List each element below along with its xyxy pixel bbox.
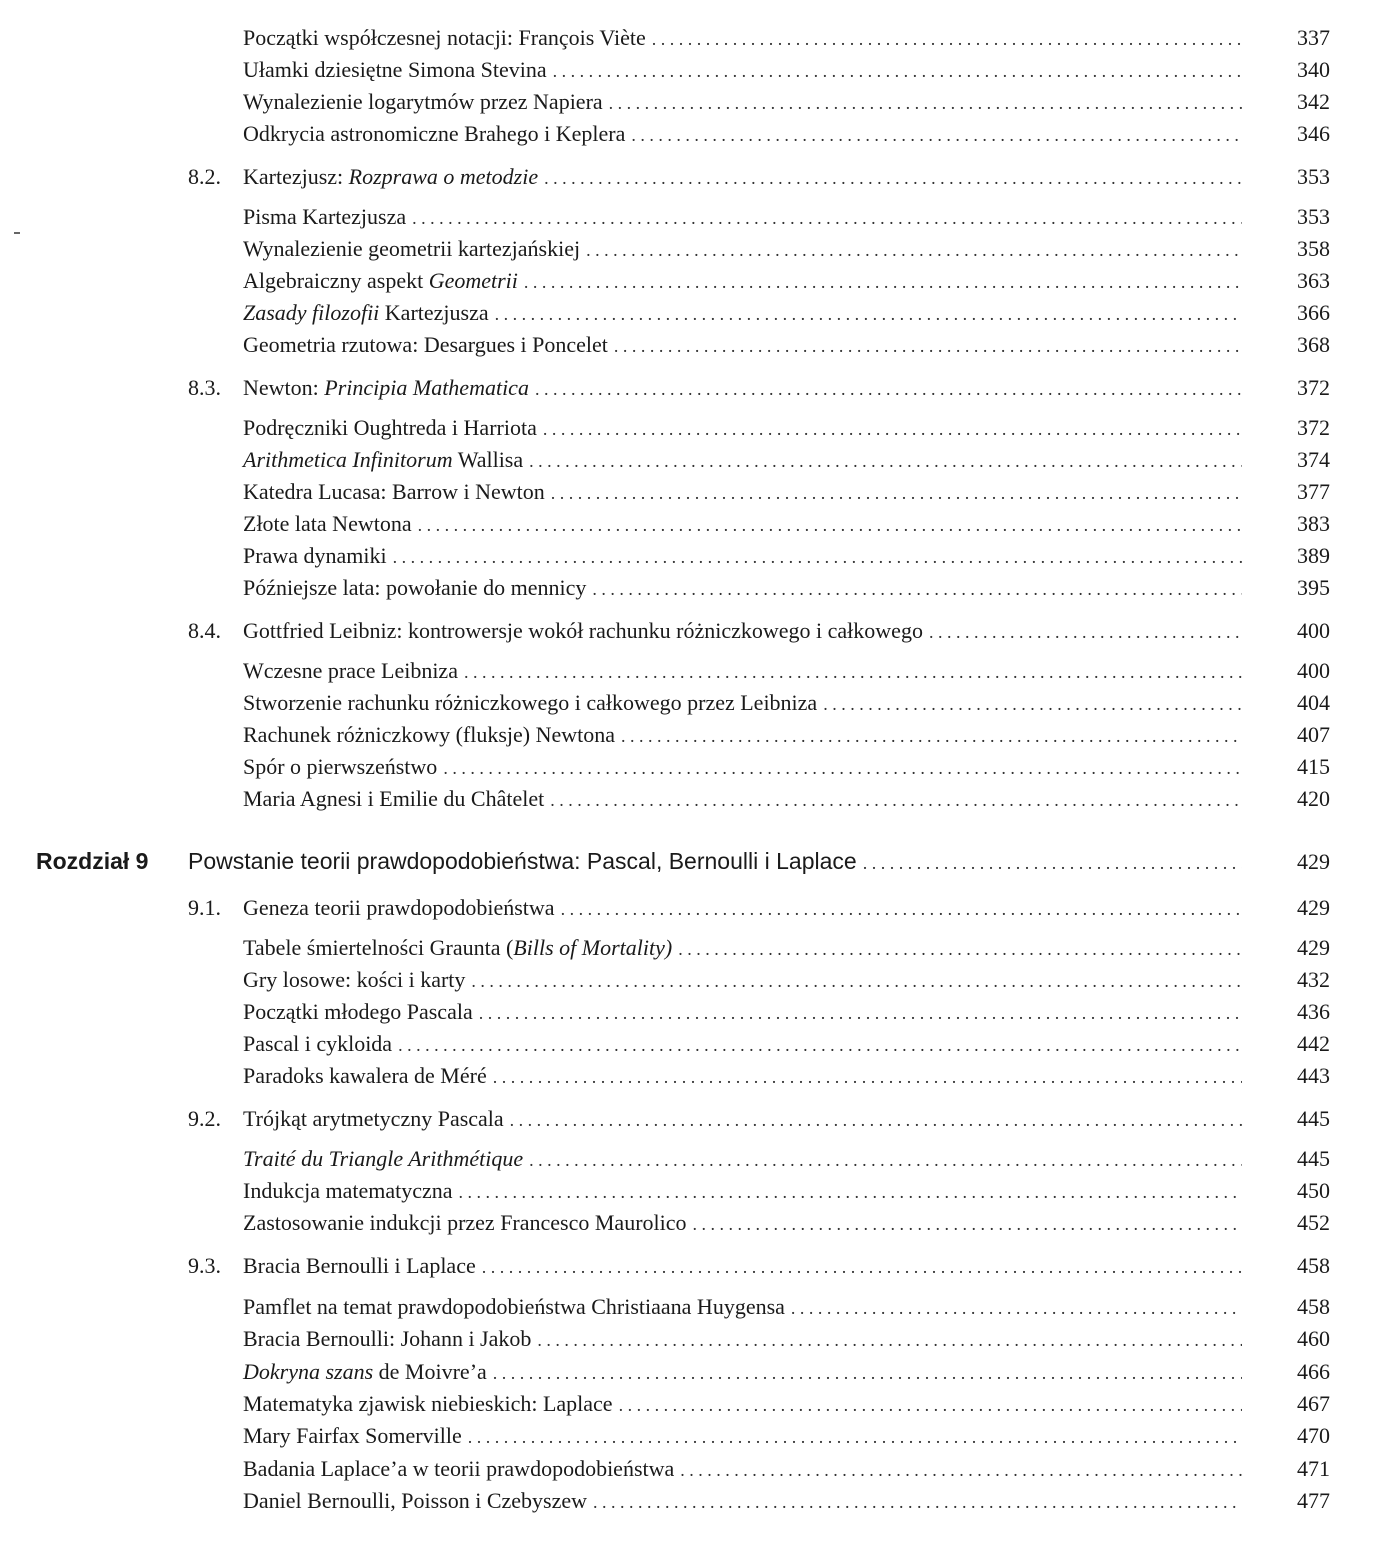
page-number: 363 [1297,268,1330,293]
dot-leader [621,720,1242,752]
dot-leader [551,477,1242,509]
toc-section-row [0,615,1400,647]
page-number: 404 [1297,690,1330,715]
entry-title [243,372,529,404]
dot-leader [561,893,1242,925]
toc-entry-row [0,1453,1400,1485]
entry-title-text: Pisma Kartezjusza [243,204,407,229]
entry-title [243,412,537,444]
toc-entry [243,297,1330,330]
entry-title-text: Początki współczesnej notacji: François Viète [243,25,646,50]
dot-leader [443,752,1242,784]
toc-entry-row [0,1356,1400,1388]
toc-entry [243,1028,1330,1061]
toc-entry [243,964,1330,997]
toc-entry [243,233,1330,266]
toc-entry [243,615,1330,648]
dot-leader [614,330,1242,362]
toc-section-row [0,892,1400,924]
entry-title-text: Ułamki dziesiętne Simona Stevina [243,57,547,82]
page-number: 374 [1297,447,1330,472]
entry-title [243,161,538,193]
toc-entry [243,1291,1330,1324]
dot-leader [652,23,1242,55]
toc-entry [243,1143,1330,1176]
entry-title [243,719,615,751]
dot-leader [693,1208,1242,1240]
page-number: 458 [1297,1253,1330,1278]
toc-entry-row [0,719,1400,751]
dot-leader [412,202,1242,234]
page-number: 470 [1297,1423,1330,1448]
toc-entry-row [0,329,1400,361]
page-number: 452 [1297,1210,1330,1235]
dot-leader [418,509,1242,541]
entry-title-text: Kartezjusz: [243,164,349,189]
toc-entry [243,54,1330,87]
dot-leader [678,933,1242,965]
toc-entry [243,1485,1330,1518]
dot-leader [586,234,1242,266]
page-number: 445 [1297,1106,1330,1131]
page-number: 366 [1297,300,1330,325]
dot-leader [529,445,1242,477]
toc-entry [243,655,1330,688]
entry-title [243,1143,523,1175]
toc-section-row [0,1103,1400,1135]
entry-title [243,996,473,1028]
toc-entry-row [0,86,1400,118]
page-number: 429 [1297,935,1330,960]
entry-title-text: Wynalezienie geometrii kartezjańskiej [243,236,581,261]
entry-title [243,1207,687,1239]
page-number: 466 [1297,1359,1330,1384]
dot-leader [482,1251,1242,1283]
entry-title-text: Prawa dynamiki [243,543,387,568]
toc-entry-row [0,751,1400,783]
entry-title [243,751,437,783]
dot-leader [544,162,1242,194]
entry-title [243,54,547,86]
entry-title [243,233,580,265]
page-number: 372 [1297,375,1330,400]
page-number: 442 [1297,1031,1330,1056]
toc-entry [243,444,1330,477]
page-number: 383 [1297,511,1330,536]
entry-title [243,1175,453,1207]
section-number: 9.3. [188,1253,221,1278]
page-number: 337 [1297,25,1330,50]
chapter-label: Rozdział 9 [36,848,149,874]
toc-entry-row [0,1291,1400,1323]
toc-entry-row [0,476,1400,508]
entry-title [243,1453,674,1485]
toc-section-row [0,1250,1400,1282]
toc-chapter-row [0,844,1400,876]
toc-entry [243,719,1330,752]
dot-leader [929,616,1242,648]
toc-entry-row [0,1388,1400,1420]
entry-title-italic: Bills of Mortality) [513,935,673,960]
entry-title [243,783,544,815]
toc-entry [243,161,1330,194]
page-number: 445 [1297,1146,1330,1171]
dot-leader [398,1029,1242,1061]
dot-leader [535,373,1242,405]
toc-entry [188,844,1330,880]
dot-leader [524,266,1242,298]
entry-title-text: Gry losowe: kości i karty [243,967,466,992]
page-number: 342 [1297,89,1330,114]
toc-section-row [0,161,1400,193]
entry-title-text: Badania Laplace’a w teorii prawdopodobieństwa [243,1456,675,1481]
entry-title-text: Trójkąt arytmetyczny Pascala [243,1106,504,1131]
toc-entry-row [0,1028,1400,1060]
page-number: 400 [1297,618,1330,643]
toc-entry [243,932,1330,965]
entry-title-text: Tabele śmiertelności Graunta ( [243,935,514,960]
page-number: 460 [1297,1326,1330,1351]
dot-leader [495,298,1242,330]
entry-title-text: Algebraiczny aspekt [243,268,429,293]
entry-title-text: Podręczniki Oughtreda i Harriota [243,415,537,440]
entry-title [243,297,489,329]
toc-entry [243,1250,1330,1283]
toc-entry-row [0,1060,1400,1092]
entry-title-italic: Arithmetica Infinitorum [243,447,453,472]
toc-entry-row [0,540,1400,572]
page-number: 400 [1297,658,1330,683]
dot-leader [593,1486,1242,1518]
entry-title [243,118,625,150]
toc-entry-row [0,265,1400,297]
page-number: 372 [1297,415,1330,440]
entry-title-text: Odkrycia astronomiczne Brahego i Keplera [243,121,626,146]
section-number: 8.2. [188,164,221,189]
page-number: 358 [1297,236,1330,261]
toc-entry [243,540,1330,573]
entry-title-text: Wynalezienie logarytmów przez Napiera [243,89,603,114]
dot-leader [464,656,1242,688]
toc-entry [243,201,1330,234]
toc-entry [243,572,1330,605]
toc-entry-row [0,22,1400,54]
entry-title-italic: Traité du Triangle Arithmétique [243,1146,524,1171]
toc-entry [243,1388,1330,1421]
entry-title [243,476,545,508]
toc-entry-row [0,54,1400,86]
entry-title-italic: Geometrii [428,268,518,293]
toc-entry [243,1420,1330,1453]
toc-entry [243,996,1330,1029]
entry-title-text: Późniejsze lata: powołanie do mennicy [243,575,587,600]
toc-entry [243,329,1330,362]
entry-title [243,892,555,924]
toc-entry [243,86,1330,119]
entry-title-text: Zastosowanie indukcji przez Francesco Maurolico [243,1210,687,1235]
toc-entry-row [0,964,1400,996]
entry-title [243,1323,531,1355]
toc-entry [243,1323,1330,1356]
entry-title [243,1485,587,1517]
entry-title-text: Indukcja matematyczna [243,1178,453,1203]
page-number: 407 [1297,722,1330,747]
dot-leader [553,55,1242,87]
dot-leader [493,1061,1242,1093]
entry-title [243,329,608,361]
entry-title [243,572,586,604]
entry-title-text: Początki młodego Pascala [243,999,473,1024]
dot-leader [529,1144,1242,1176]
page-number: 450 [1297,1178,1330,1203]
entry-title [188,844,857,878]
entry-title [243,1291,785,1323]
page-number: 467 [1297,1391,1330,1416]
page-number: 353 [1297,204,1330,229]
section-number: 9.2. [188,1106,221,1131]
entry-title [243,86,603,118]
page-number: 353 [1297,164,1330,189]
entry-title-text: Gottfried Leibniz: kontrowersje wokół rachunku różniczkowego i całkowego [243,618,923,643]
toc-entry [243,1207,1330,1240]
toc-entry-row [0,655,1400,687]
page-number: 436 [1297,999,1330,1024]
entry-title [243,687,817,719]
entry-title-text: Maria Agnesi i Emilie du Châtelet [243,786,545,811]
entry-title [243,1060,487,1092]
toc-entry-row [0,687,1400,719]
toc-entry [243,265,1330,298]
toc-entry [243,1175,1330,1208]
dot-leader [609,87,1242,119]
dot-leader [680,1454,1242,1486]
dot-leader [863,846,1242,880]
entry-title-text: Stworzenie rachunku różniczkowego i całkowego przez Leibniza [243,690,818,715]
dot-leader [592,573,1242,605]
page-number: 443 [1297,1063,1330,1088]
entry-title [243,540,387,572]
toc-entry-row [0,1175,1400,1207]
section-number: 9.1. [188,895,221,920]
toc-entry-row [0,932,1400,964]
entry-title-text: Wallisa [452,447,524,472]
toc-entry-row [0,572,1400,604]
toc-entry [243,783,1330,816]
dot-leader [537,1324,1242,1356]
page-number: 340 [1297,57,1330,82]
dot-leader [823,688,1242,720]
toc-entry-row [0,412,1400,444]
entry-title-text: Bracia Bernoulli: Johann i Jakob [243,1326,532,1351]
toc-entry-row [0,1143,1400,1175]
toc-entry-row [0,996,1400,1028]
toc-entry [243,751,1330,784]
entry-title-text: Newton: [243,375,325,400]
entry-title [243,265,518,297]
toc-entry [243,892,1330,925]
toc-entry-row [0,1485,1400,1517]
page-number: 420 [1297,786,1330,811]
toc-entry [243,412,1330,445]
page-number: 458 [1297,1294,1330,1319]
section-number: 8.4. [188,618,221,643]
entry-title-text: Wczesne prace Leibniza [243,658,458,683]
entry-title [243,655,458,687]
entry-title-text: Geometria rzutowa: Desargues i Poncelet [243,332,608,357]
page-number: 429 [1297,849,1330,874]
toc-entry-row [0,1420,1400,1452]
toc-entry-row [0,233,1400,265]
entry-title-text: Katedra Lucasa: Barrow i Newton [243,479,545,504]
entry-title-text: Geneza teorii prawdopodobieństwa [243,895,555,920]
entry-title [243,932,672,964]
entry-title-italic: Dokryna szans [243,1359,374,1384]
entry-title-text: Daniel Bernoulli, Poisson i Czebyszew [243,1488,588,1513]
dot-leader [619,1389,1242,1421]
toc-entry [243,1453,1330,1486]
scan-speck [14,232,20,234]
page-number: 429 [1297,895,1330,920]
entry-title [243,1420,462,1452]
toc-entry-row [0,1207,1400,1239]
entry-title-text: Pascal i cykloida [243,1031,393,1056]
page-number: 368 [1297,332,1330,357]
page-number: 471 [1297,1456,1330,1481]
entry-title [243,201,406,233]
toc-entry [243,118,1330,151]
dot-leader [468,1421,1242,1453]
toc-entry [243,372,1330,405]
dot-leader [393,541,1242,573]
page-number: 415 [1297,754,1330,779]
entry-title-text: Rachunek różniczkowy (fluksje) Newtona [243,722,616,747]
entry-title-text: Złote lata Newtona [243,511,412,536]
entry-title [243,22,646,54]
toc-entry [243,476,1330,509]
entry-title-text: Bracia Bernoulli i Laplace [243,1253,476,1278]
dot-leader [471,965,1242,997]
toc-entry-row [0,297,1400,329]
page-number: 377 [1297,479,1330,504]
entry-title-italic: Principia Mathematica [324,375,529,400]
entry-title-text: Kartezjusza [379,300,489,325]
dot-leader [631,119,1242,151]
entry-title-text: Pamflet na temat prawdopodobieństwa Christiaana Huygensa [243,1294,785,1319]
page-number: 346 [1297,121,1330,146]
entry-title-text: Paradoks kawalera de Méré [243,1063,487,1088]
toc-section-row [0,372,1400,404]
toc-entry [243,1060,1330,1093]
entry-title-text: de Moivre’a [373,1359,487,1384]
toc-entry-row [0,444,1400,476]
entry-title [243,1028,392,1060]
toc-entry-row [0,201,1400,233]
entry-title [243,964,465,996]
entry-title-text: Matematyka zjawisk niebieskich: Laplace [243,1391,613,1416]
toc-entry-row [0,118,1400,150]
entry-title [243,1388,613,1420]
dot-leader [510,1104,1242,1136]
entry-title [243,444,523,476]
dot-leader [493,1357,1242,1389]
toc-entry-row [0,1323,1400,1355]
dot-leader [479,997,1242,1029]
toc-entry [243,1356,1330,1389]
page-number: 477 [1297,1488,1330,1513]
dot-leader [459,1176,1242,1208]
entry-title-text: Spór o pierwszeństwo [243,754,438,779]
toc-entry [243,1103,1330,1136]
toc-entry [243,687,1330,720]
dot-leader [543,413,1242,445]
section-number: 8.3. [188,375,221,400]
toc-entry [243,22,1330,55]
entry-title [243,508,412,540]
page-number: 432 [1297,967,1330,992]
dot-leader [550,784,1242,816]
toc-entry [243,508,1330,541]
toc-entry-row [0,508,1400,540]
entry-title [243,1103,504,1135]
entry-title-text: Powstanie teorii prawdopodobieństwa: Pascal, Bernoulli i Laplace [188,848,857,874]
entry-title-italic: Rozprawa o metodzie [348,164,539,189]
page-number: 389 [1297,543,1330,568]
entry-title-text: Mary Fairfax Somerville [243,1423,462,1448]
entry-title [243,1250,476,1282]
page-number: 395 [1297,575,1330,600]
entry-title [243,1356,487,1388]
entry-title-italic: Zasady filozofii [243,300,380,325]
toc-entry-row [0,783,1400,815]
dot-leader [791,1292,1242,1324]
entry-title [243,615,923,647]
